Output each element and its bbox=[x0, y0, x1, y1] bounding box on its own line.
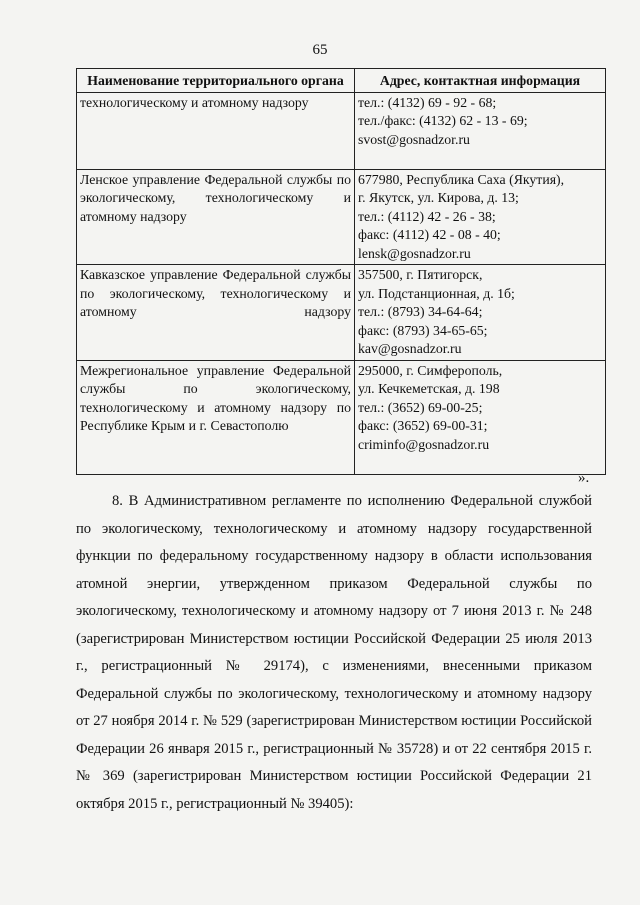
fax-line: факс: (8793) 34-65-65; bbox=[358, 322, 488, 338]
address-line: тел./факс: (4132) 62 - 13 - 69; bbox=[358, 113, 528, 128]
table-header-row bbox=[77, 69, 606, 93]
spacer-line bbox=[358, 149, 602, 168]
address-line: 295000, г. Симферополь, bbox=[358, 362, 503, 378]
table-row bbox=[77, 92, 606, 169]
email-line: criminfo@gosnadzor.ru bbox=[358, 436, 490, 452]
org-address bbox=[355, 169, 606, 265]
table-row bbox=[77, 265, 606, 361]
phone-line: тел.: (3652) 69-00-25; bbox=[358, 399, 483, 415]
amendment-paragraph: 8. В Административном регламенте по исполнению Федеральной службой по экологическому, технологическому и атомному надзору государственной функции по федеральному государственному надзору в области использования атомной энергии, утвержденном приказом Федеральной службы по экологическому, технологическому и атомному надзору от 7 июня 2013 г. № 248 (зарегистрирован Министерством юстиции Российской Федерации 25 июля 2013 г., регистрационный № 29174), с изменениями, внесенными приказом Федеральной службы по экологическому, технологическому и атомному надзору от 27 ноября 2014 г. № 529 (зарегистрирован Министерством юстиции Российской Федерации 26 января 2015 г., регистрационный № 35728) и от 22 сентября 2015 г. № 369 (зарегистрирован Министерством юстиции Российской Федерации 21 октября 2015 г., регистрационный № 39405): bbox=[76, 493, 592, 812]
phone-line: тел.: (4112) 42 - 26 - 38; bbox=[358, 208, 496, 224]
email-line: svost@gosnadzor.ru bbox=[358, 131, 470, 147]
fax-line: факс: (3652) 69-00-31; bbox=[358, 418, 488, 433]
spacer-line bbox=[358, 454, 602, 473]
page-number: 65 bbox=[312, 42, 328, 58]
address-line: 357500, г. Пятигорск, bbox=[358, 267, 483, 282]
org-name: Ленское управление Федеральной службы по экологическому, технологическому и атомному надзору bbox=[77, 169, 355, 265]
header-name: Наименование территориального органа bbox=[77, 69, 355, 93]
table-row bbox=[77, 360, 606, 474]
org-address bbox=[355, 92, 606, 169]
email-line: kav@gosnadzor.ru bbox=[358, 341, 462, 356]
org-name: Межрегиональное управление Федеральной службы по экологическому, технологическому и атомному надзору по Республике Крым и г. Севастополю bbox=[77, 360, 355, 474]
address-line: тел.: (4132) 69 - 92 - 68; bbox=[358, 94, 497, 110]
fax-line: факс: (4112) 42 - 08 - 40; bbox=[358, 227, 501, 242]
org-name: технологическому и атомному надзору bbox=[77, 92, 355, 169]
org-address bbox=[355, 360, 606, 474]
closing-quote: ». bbox=[578, 470, 590, 486]
address-line: г. Якутск, ул. Кирова, д. 13; bbox=[358, 190, 519, 205]
address-line: 677980, Республика Саха (Якутия), bbox=[358, 171, 565, 187]
territorial-bodies-table bbox=[76, 68, 606, 475]
phone-line: тел.: (8793) 34-64-64; bbox=[358, 304, 483, 319]
org-name: Кавказское управление Федеральной службы по экологическому, технологическому и атомному надзору bbox=[77, 265, 355, 361]
org-address bbox=[355, 265, 606, 361]
address-line: ул. Кечкеметская, д. 198 bbox=[358, 381, 500, 396]
address-line: ул. Подстанционная, д. 1б; bbox=[358, 285, 515, 301]
table-row bbox=[77, 169, 606, 265]
header-address: Адрес, контактная информация bbox=[355, 69, 606, 93]
email-line: lensk@gosnadzor.ru bbox=[358, 245, 471, 261]
